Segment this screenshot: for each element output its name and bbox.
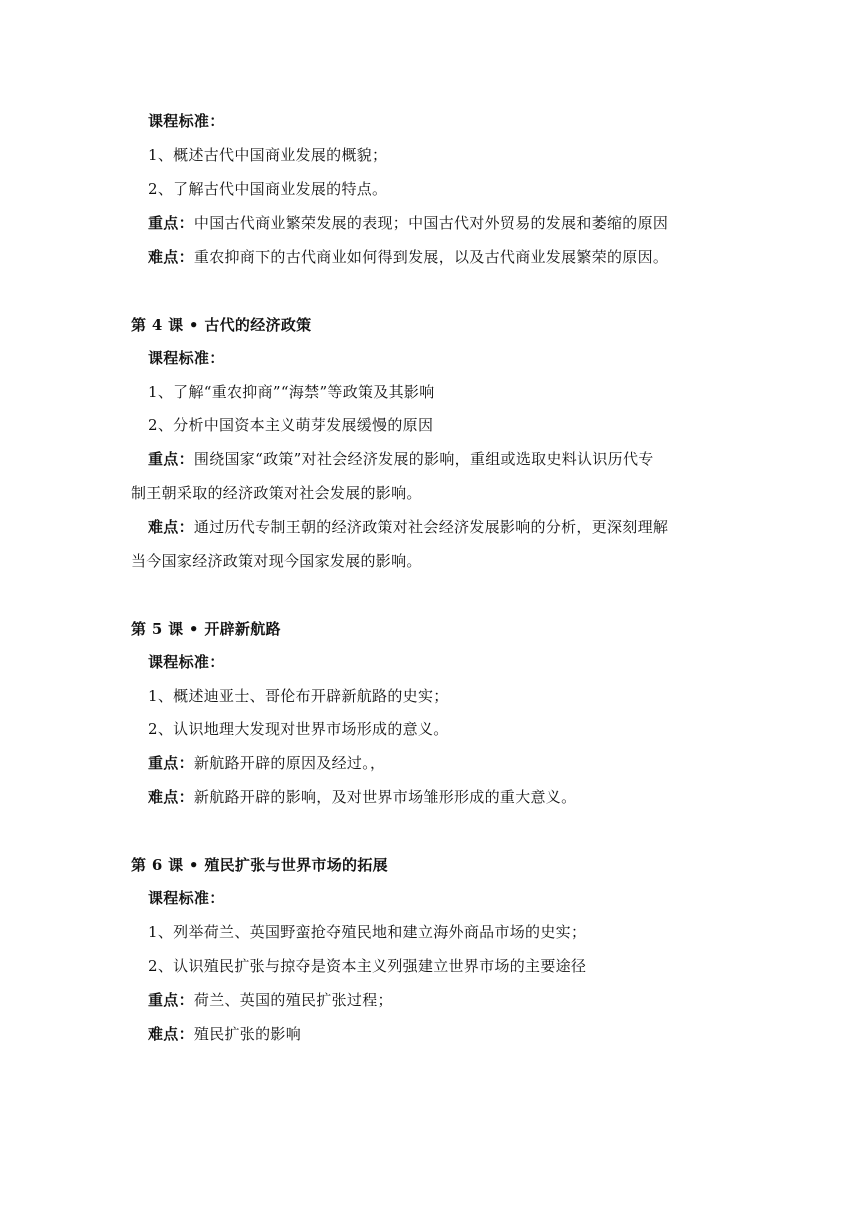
- key-point-label: 重点：: [148, 214, 194, 232]
- block1-item-1: 1、概述古代中国商业发展的概貌；: [148, 146, 388, 164]
- lesson5-difficulty: [148, 787, 576, 807]
- difficulty-label: 难点：: [148, 248, 194, 266]
- lesson5-item-2: 2、认识地理大发现对世界市场形成的意义。: [148, 720, 449, 738]
- lesson5-title: 第 5 课 • 开辟新航路: [131, 620, 281, 638]
- key-point-text: 新航路开辟的原因及经过。，: [193, 754, 386, 772]
- lesson4-key-point: [148, 449, 654, 469]
- block1-standard-label: 课程标准：: [148, 112, 225, 130]
- difficulty-text: 殖民扩张的影响: [193, 1025, 302, 1043]
- lesson6-key-point: [148, 990, 393, 1010]
- block1-key-point: [148, 213, 668, 233]
- lesson4-item-1: 1、了解“重农抑商”“海禁”等政策及其影响: [148, 383, 435, 401]
- lesson4-standard-label: 课程标准：: [148, 349, 225, 367]
- difficulty-text: 重农抑商下的古代商业如何得到发展，以及古代商业发展繁荣的原因。: [193, 248, 669, 266]
- key-point-label: 重点：: [148, 991, 194, 1009]
- lesson5-item-1: 1、概述迪亚士、哥伦布开辟新航路的史实；: [148, 687, 449, 705]
- difficulty-label: 难点：: [148, 518, 194, 536]
- lesson6-item-2: 2、认识殖民扩张与掠夺是资本主义列强建立世界市场的主要途径: [148, 957, 587, 975]
- lesson4-title: 第 4 课 • 古代的经济政策: [131, 316, 312, 334]
- key-point-text: 中国古代商业繁荣发展的表现；中国古代对外贸易的发展和萎缩的原因: [193, 214, 669, 232]
- lesson4-item-2: 2、分析中国资本主义萌芽发展缓慢的原因: [148, 416, 434, 434]
- lesson5-key-point: [148, 753, 385, 773]
- lesson5-standard-label: 课程标准：: [148, 653, 225, 671]
- lesson6-title: 第 6 课 • 殖民扩张与世界市场的拓展: [131, 856, 388, 874]
- difficulty-text: 通过历代专制王朝的经济政策对社会经济发展影响的分析，更深刻理解: [193, 518, 669, 536]
- block1-item-2: 2、了解古代中国商业发展的特点。: [148, 180, 388, 198]
- key-point-label: 重点：: [148, 754, 194, 772]
- key-point-text: 围绕国家“政策”对社会经济发展的影响，重组或选取史料认识历代专: [193, 450, 654, 468]
- lesson6-standard-label: 课程标准：: [148, 889, 225, 907]
- lesson4-key-point-cont: 制王朝采取的经济政策对社会发展的影响。: [131, 484, 422, 502]
- key-point-label: 重点：: [148, 450, 194, 468]
- lesson6-difficulty: [148, 1024, 301, 1044]
- lesson6-item-1: 1、列举荷兰、英国野蛮抢夺殖民地和建立海外商品市场的史实；: [148, 923, 587, 941]
- difficulty-label: 难点：: [148, 1025, 194, 1043]
- block1-difficulty: [148, 247, 668, 267]
- difficulty-text: 新航路开辟的影响，及对世界市场雏形形成的重大意义。: [193, 788, 577, 806]
- lesson4-difficulty: [148, 517, 668, 537]
- difficulty-label: 难点：: [148, 788, 194, 806]
- lesson4-difficulty-cont: 当今国家经济政策对现今国家发展的影响。: [131, 552, 422, 570]
- key-point-text: 荷兰、英国的殖民扩张过程；: [193, 991, 393, 1009]
